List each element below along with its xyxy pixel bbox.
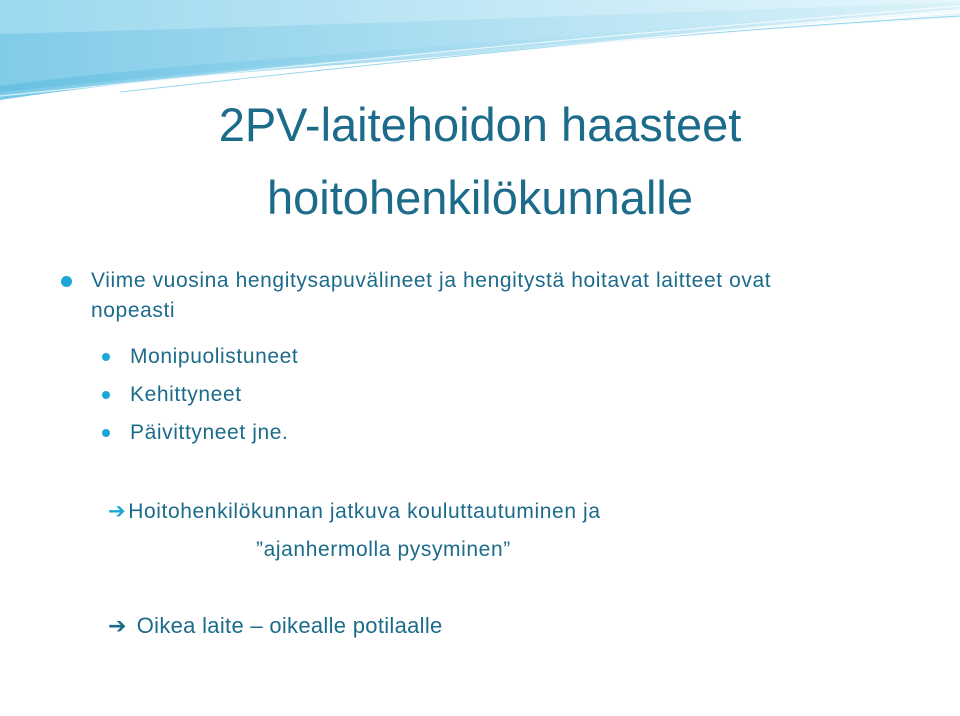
circle-bullet-icon [102, 391, 110, 399]
circle-bullet-icon [102, 353, 110, 361]
sub-bullet-1 [130, 343, 298, 371]
sub-bullet-2 [130, 381, 242, 409]
slide-title-line1: 2PV-laitehoidon haasteet [218, 98, 742, 151]
main-bullet-text: Viime vuosina hengitysapuvälineet ja hengitystä hoitavat laitteet ovat nopeasti [91, 269, 772, 322]
conclusion-1-text: Hoitohenkilökunnan jatkuva kouluttautuminen ja [128, 500, 601, 523]
conclusion-1-continued: ”ajanhermolla pysyminen” [256, 538, 511, 561]
circle-bullet-icon [102, 429, 110, 437]
sub-bullet-3 [130, 419, 288, 447]
conclusion-2 [108, 611, 443, 641]
circle-bullet-icon [61, 276, 72, 287]
sub-bullet-text: Kehittyneet [130, 383, 242, 406]
sub-bullet-text: Monipuolistuneet [130, 345, 299, 368]
conclusion-2-text: Oikea laite – oikealle potilaalle [136, 613, 443, 638]
decorative-banner [0, 0, 960, 110]
conclusion-1 [108, 497, 601, 527]
arrow-right-icon: ➔ [108, 500, 127, 523]
slide-title-line2: hoitohenkilökunnalle [267, 171, 693, 224]
main-bullet [91, 266, 851, 326]
sub-bullet-text: Päivittyneet jne. [130, 421, 289, 444]
arrow-right-icon: ➔ [108, 613, 127, 638]
